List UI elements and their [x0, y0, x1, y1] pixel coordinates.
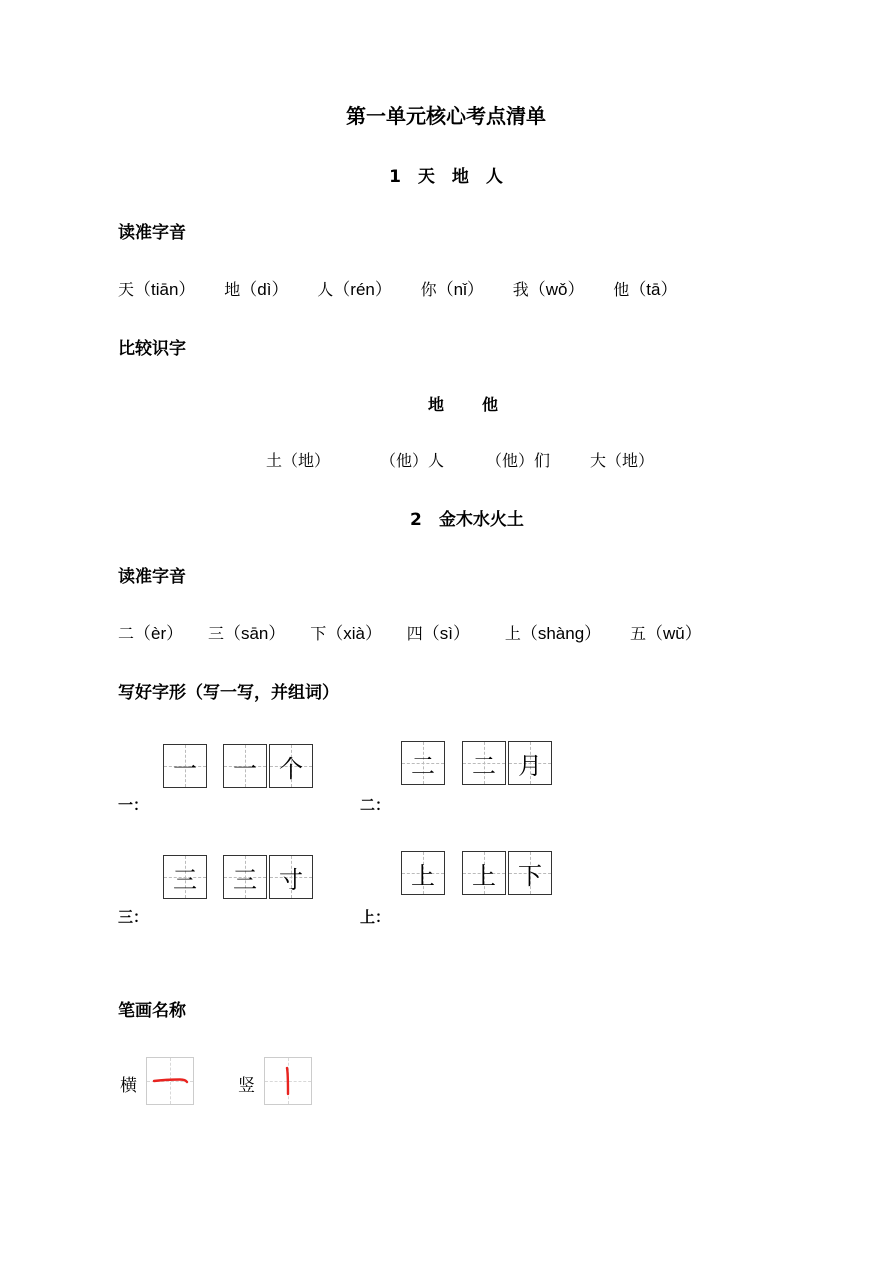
- writing-grid-box: 月: [508, 741, 552, 785]
- writing-grid-box: 三: [223, 855, 267, 899]
- pinyin-item: 三（sān）: [207, 624, 286, 643]
- lesson-1-pinyin-row: [118, 275, 678, 300]
- lesson-1-read-heading: 读准字音: [118, 223, 186, 243]
- pinyin-item: 人（rén）: [317, 280, 392, 299]
- writing-grid-box: 二: [401, 741, 445, 785]
- write-label: 一：: [118, 796, 149, 814]
- write-label: 上：: [360, 908, 391, 926]
- vertical-stroke-icon: [264, 1057, 312, 1105]
- compare-word: 大（地）: [590, 451, 655, 470]
- writing-grid-box: 下: [508, 851, 552, 895]
- vertical-stroke-icon: [278, 1061, 298, 1101]
- pinyin-item: 二（èr）: [118, 624, 184, 643]
- pinyin-item: 上（shàng）: [504, 624, 602, 643]
- writing-grid-box: 个: [269, 744, 313, 788]
- pinyin-item: 地（dì）: [224, 280, 289, 299]
- writing-grid-box: 二: [462, 741, 506, 785]
- compare-char: 地: [428, 395, 445, 414]
- lesson-1-heading: 1 天 地 人: [389, 167, 503, 187]
- pinyin-item: 五（wǔ）: [629, 624, 702, 643]
- compare-word: 土（地）: [266, 451, 331, 470]
- writing-grid-box: 寸: [269, 855, 313, 899]
- pinyin-item: 我（wǒ）: [512, 280, 585, 299]
- pinyin-item: 你（nǐ）: [420, 280, 484, 299]
- pinyin-item: 天（tiān）: [118, 280, 196, 299]
- lesson-2-write-heading: 写好字形（写一写，并组词）: [118, 683, 339, 703]
- lesson-1-compare-heading: 比较识字: [118, 339, 186, 359]
- compare-word: （他）们: [486, 451, 551, 470]
- pinyin-item: 四（sì）: [406, 624, 471, 643]
- stroke-heading: 笔画名称: [118, 1001, 186, 1021]
- page-title: 第一单元核心考点清单: [346, 104, 546, 128]
- write-label: 三：: [118, 908, 149, 926]
- horizontal-stroke-icon: [150, 1071, 190, 1091]
- writing-grid-box: 上: [401, 851, 445, 895]
- writing-grid-box: 一: [223, 744, 267, 788]
- stroke-name: 竖: [238, 1076, 255, 1096]
- compare-word: （他）人: [380, 451, 445, 470]
- pinyin-item: 他（tā）: [613, 280, 678, 299]
- stroke-name: 横: [120, 1076, 137, 1096]
- compare-char: 他: [482, 395, 499, 414]
- lesson-2-pinyin-row: [118, 619, 702, 644]
- writing-grid-box: 上: [462, 851, 506, 895]
- writing-grid-box: 一: [163, 744, 207, 788]
- horizontal-stroke-icon: [146, 1057, 194, 1105]
- lesson-2-heading: 2 金木水火土: [410, 510, 524, 530]
- lesson-2-read-heading: 读准字音: [118, 567, 186, 587]
- pinyin-item: 下（xià）: [310, 624, 382, 643]
- write-label: 二：: [360, 796, 391, 814]
- writing-grid-box: 三: [163, 855, 207, 899]
